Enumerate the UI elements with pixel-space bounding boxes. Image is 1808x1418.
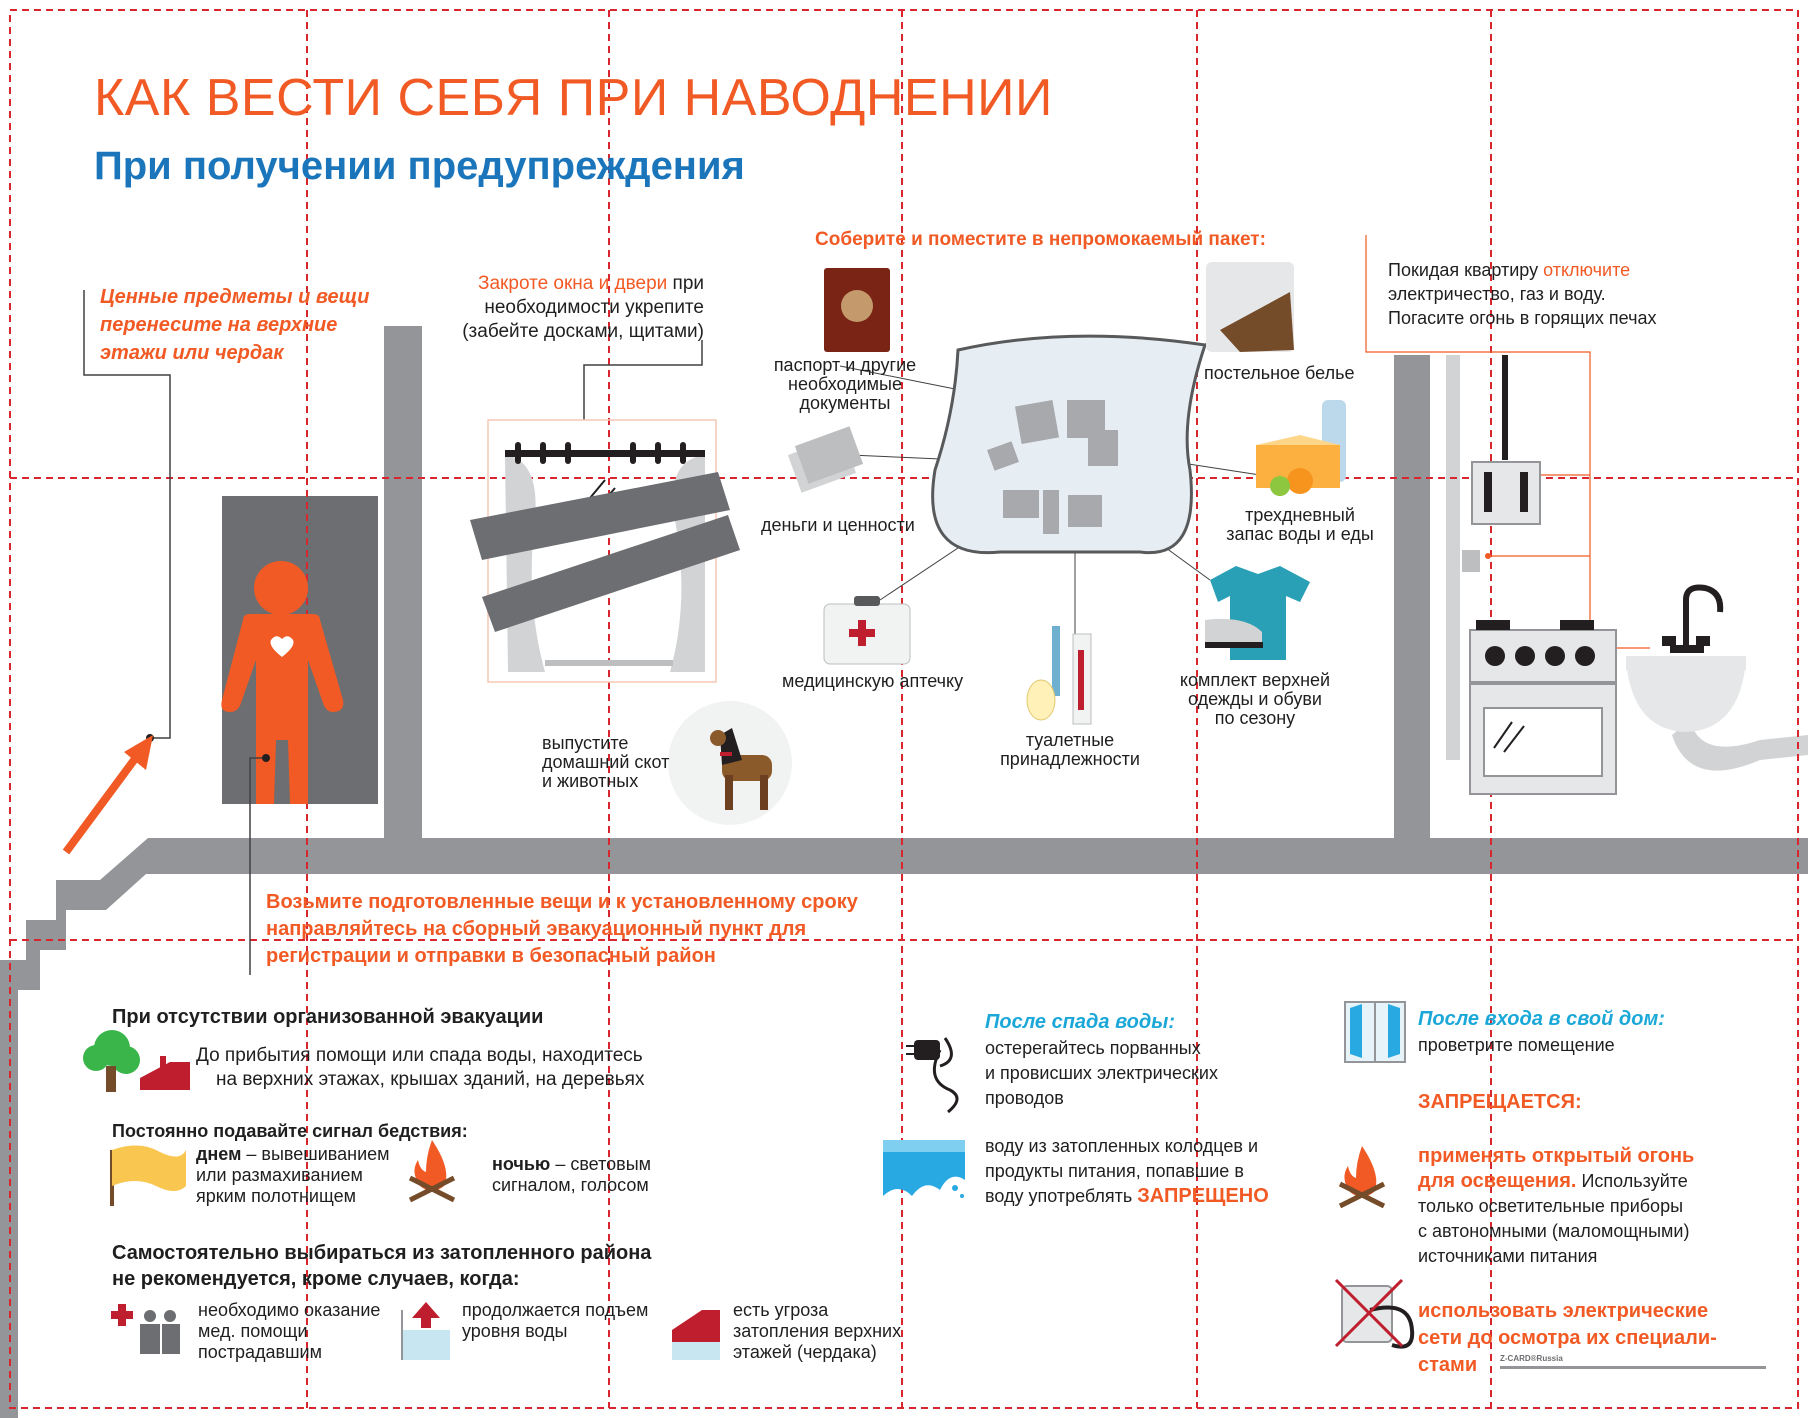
wells-forbidden: ЗАПРЕЩЕНО — [1137, 1185, 1269, 1207]
footer-bar — [1500, 1366, 1766, 1369]
windows-orange-part: Закроте окна и двери — [478, 273, 668, 294]
food-line-2: запас воды и еды — [1226, 524, 1374, 544]
wires-line-3: проводов — [985, 1088, 1064, 1108]
day-bold: днем — [196, 1144, 242, 1164]
case3-line-1: есть угроза — [733, 1300, 829, 1320]
utilities-line-2: электричество, газ и воду. — [1388, 284, 1606, 304]
evacuate-line-1: Возьмите подготовленные вещи и к установленному сроку — [266, 891, 858, 913]
window-icon — [1345, 1002, 1405, 1062]
signal-heading: Постоянно подавайте сигнал бедствия: — [112, 1121, 468, 1141]
fire-line-1: применять открытый огонь — [1418, 1145, 1695, 1167]
case2-line-1: продолжается подъем — [462, 1300, 649, 1320]
toiletries-line-2: принадлежности — [1000, 749, 1140, 769]
self-exit-line-2: не рекомендуется, кроме случаев, когда: — [112, 1268, 520, 1290]
wells-line-3-text: воду употреблять — [985, 1186, 1138, 1206]
page-subtitle: При получении предупреждения — [94, 144, 745, 188]
utilities-line-3: Погасите огонь в горящих печах — [1388, 308, 1657, 328]
case1-line-1: необходимо оказание — [198, 1300, 381, 1320]
wells-line-2: продукты питания, попавшие в — [985, 1161, 1244, 1181]
fire-line-4: с автономными (маломощными) — [1418, 1221, 1690, 1241]
after-water-heading: После спада воды: — [985, 1011, 1175, 1033]
clothes-line-1: комплект верхней — [1179, 670, 1331, 690]
utilities-part-1: Покидая квартиру — [1388, 260, 1544, 280]
valuables-line-3: этажи или чердак — [100, 342, 284, 364]
day-line-2: или размахиванием — [196, 1165, 363, 1185]
evacuate-line-2: направляйтесь на сборный эвакуационный пункт для — [266, 918, 807, 940]
case3-line-2: затопления верхних — [733, 1321, 902, 1341]
case1-line-3: пострадавшим — [198, 1342, 322, 1362]
ventilate-text: проветрите помещение — [1418, 1035, 1615, 1055]
no-evac-line-1: До прибытия помощи или спада воды, находитесь — [196, 1045, 643, 1066]
after-home-heading: После входа в свой дом: — [1418, 1008, 1665, 1030]
wires-line-2: и провисших электрических — [985, 1063, 1218, 1083]
valuables-line-2: перенесите на верхние — [100, 314, 338, 336]
fire-line-3: только осветительные приборы — [1418, 1196, 1684, 1216]
fire-text — [1418, 1144, 1788, 1269]
passport-line-1: паспорт и другие — [773, 355, 917, 375]
no-evac-heading: При отсутствии организованной эвакуации — [112, 1006, 544, 1028]
footer-mark — [1500, 1354, 1563, 1364]
case2-line-2: уровня воды — [462, 1321, 568, 1341]
animals-line-2: домашний скот — [542, 752, 670, 772]
no-evac-line-2: на верхних этажах, крышах зданий, на деревьях — [216, 1069, 645, 1090]
windows-line-3: (забейте досками, щитами) — [462, 321, 704, 342]
passport-line-3: документы — [799, 393, 891, 413]
self-exit-line-1: Самостоятельно выбираться из затопленного района — [112, 1242, 652, 1264]
bag-title: Соберите и поместите в непромокаемый пакет: — [815, 229, 1266, 250]
page-title: КАК ВЕСТИ СЕБЯ ПРИ НАВОДНЕНИИ — [94, 69, 1053, 127]
fire-line-2 — [1418, 1169, 1788, 1194]
fire-line-5: источниками питания — [1418, 1246, 1598, 1266]
fire-line-2-rest: Используйте — [1576, 1171, 1688, 1191]
case3-line-3: этажей (чердака) — [733, 1342, 877, 1362]
footer-brand: Z-CARD®Russia — [1500, 1354, 1563, 1363]
animals-line-3: и животных — [542, 771, 639, 791]
elec-line-2: сети до осмотра их специали- — [1418, 1327, 1717, 1349]
utilities-orange-part: отключите — [1543, 260, 1631, 280]
wells-line-1: воду из затопленных колодцев и — [985, 1136, 1259, 1156]
food-line-1: трехдневный — [1245, 505, 1355, 525]
firstaid-caption: медицинскую аптечку — [782, 671, 964, 691]
wires-line-1: остерегайтесь порванных — [985, 1038, 1201, 1058]
night-rest: – световым — [550, 1154, 652, 1174]
night-line-2: сигналом, голосом — [492, 1175, 649, 1195]
open-fire-icon — [1340, 1146, 1384, 1206]
case1-line-2: мед. помощи — [198, 1321, 308, 1341]
fire-line-2-orange: для освещения. — [1418, 1170, 1577, 1192]
socket-icon — [1336, 1280, 1412, 1347]
clothes-line-2: одежды и обуви — [1187, 689, 1322, 709]
animals-line-1: выпустите — [542, 733, 629, 753]
passport-line-2: необходимые — [788, 374, 902, 394]
elec-line-1: использовать электрические — [1418, 1300, 1709, 1322]
day-rest: – вывешиванием — [241, 1144, 390, 1164]
windows-line-2: необходимости укрепите — [484, 297, 704, 318]
night-bold: ночью — [492, 1154, 551, 1174]
windows-rest-1: при — [667, 273, 704, 294]
clothes-line-3: по сезону — [1214, 708, 1296, 728]
toiletries-line-1: туалетные — [1025, 730, 1115, 750]
day-line-3: ярким полотнищем — [196, 1186, 356, 1206]
valuables-line-1: Ценные предметы и вещи — [100, 286, 370, 308]
money-caption: деньги и ценности — [761, 515, 915, 535]
elec-line-3: стами — [1418, 1354, 1478, 1376]
bedding-caption: постельное белье — [1204, 363, 1355, 383]
forbidden-heading: ЗАПРЕЩАЕТСЯ: — [1418, 1091, 1582, 1113]
evacuate-line-3: регистрации и отправки в безопасный район — [266, 945, 716, 967]
